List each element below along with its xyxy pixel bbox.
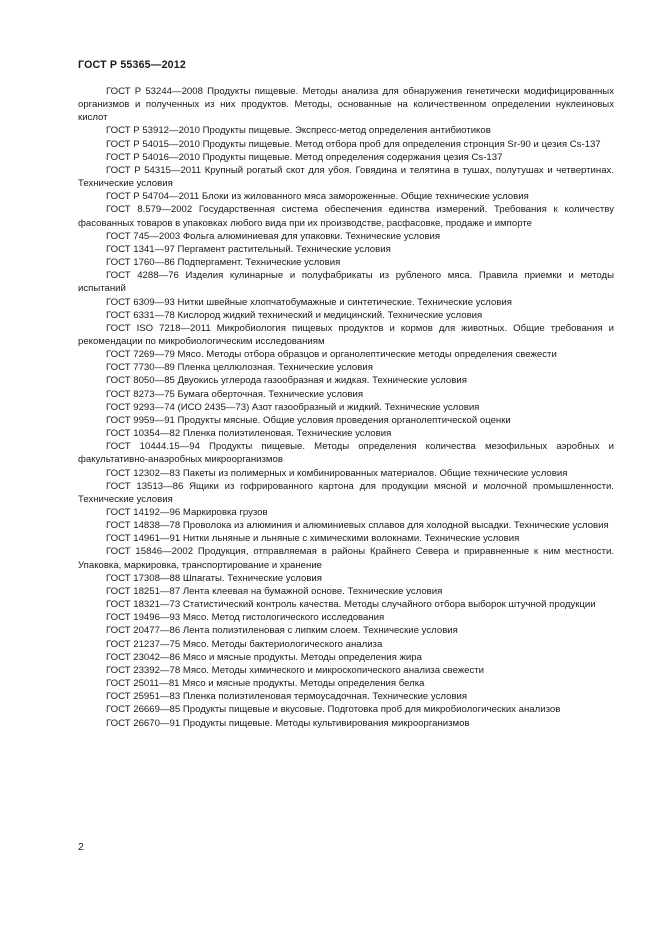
normative-references-list: [78, 85, 614, 730]
reference-item: ГОСТ 745—2003 Фольга алюминиевая для упаковки. Технические условия: [106, 230, 441, 242]
reference-item: ГОСТ 18251—87 Лента клеевая на бумажной основе. Технические условия: [106, 585, 443, 597]
reference-item: ГОСТ ISO 7218—2011 Микробиология пищевых продуктов и кормов для животных. Общие требования и рекомендации по микробиологическим исследованиям: [78, 322, 614, 347]
reference-item: ГОСТ 17308—88 Шпагаты. Технические условия: [106, 572, 322, 584]
reference-item: ГОСТ 12302—83 Пакеты из полимерных и комбинированных материалов. Общие технические условия: [106, 467, 568, 479]
reference-item: ГОСТ 23042—86 Мясо и мясные продукты. Методы определения жира: [106, 651, 422, 663]
reference-item: ГОСТ Р 54016—2010 Продукты пищевые. Метод определения содержания цезия Cs-137: [106, 151, 503, 163]
reference-item: ГОСТ 4288—76 Изделия кулинарные и полуфабрикаты из рубленого мяса. Правила приемки и методы испытаний: [78, 270, 614, 295]
reference-item: ГОСТ 25951—83 Пленка полиэтиленовая термоусадочная. Технические условия: [106, 691, 468, 703]
page-number: 2: [78, 842, 84, 853]
reference-item: ГОСТ 6331—78 Кислород жидкий технический и медицинский. Технические условия: [106, 309, 483, 321]
reference-item: ГОСТ 15846—2002 Продукция, отправляемая в районы Крайнего Севера и приравненные к ним местности. Упаковка, маркировка, транспортирование и хранение: [78, 546, 614, 571]
reference-item: ГОСТ 7730—89 Пленка целлюлозная. Технические условия: [106, 362, 373, 374]
reference-item: ГОСТ 8273—75 Бумага оберточная. Технические условия: [106, 388, 364, 400]
document-header: ГОСТ Р 55365—2012: [78, 59, 186, 71]
reference-item: ГОСТ 21237—75 Мясо. Методы бактериологического анализа: [106, 638, 383, 650]
reference-item: ГОСТ Р 54015—2010 Продукты пищевые. Метод отбора проб для определения стронция Sr-90 и цезия Cs-137: [106, 138, 601, 150]
reference-item: ГОСТ 20477—86 Лента полиэтиленовая с липким слоем. Технические условия: [106, 625, 458, 637]
reference-item: ГОСТ 9293—74 (ИСО 2435—73) Азот газообразный и жидкий. Технические условия: [106, 401, 480, 413]
reference-item: ГОСТ 8050—85 Двуокись углерода газообразная и жидкая. Технические условия: [106, 375, 467, 387]
reference-item: ГОСТ 1341—97 Пергамент растительный. Технические условия: [106, 243, 391, 255]
reference-item: ГОСТ 26670—91 Продукты пищевые. Методы культивирования микроорганизмов: [106, 717, 470, 729]
reference-item: ГОСТ 23392—78 Мясо. Методы химического и микроскопического анализа свежести: [106, 664, 485, 676]
reference-item: ГОСТ 7269—79 Мясо. Методы отбора образцов и органолептические методы определения свежести: [106, 349, 557, 361]
reference-item: ГОСТ 10354—82 Пленка полиэтиленовая. Технические условия: [106, 428, 392, 440]
reference-item: ГОСТ 26669—85 Продукты пищевые и вкусовые. Подготовка проб для микробиологических анализов: [106, 704, 561, 716]
reference-item: ГОСТ 18321—73 Статистический контроль качества. Методы случайного отбора выборок штучной продукции: [106, 599, 596, 611]
reference-item: ГОСТ 8.579—2002 Государственная система обеспечения единства измерений. Требования к количеству фасованных товаров в упаковках любого вида при их производстве, расфасовке, продаже и импорте: [78, 204, 614, 229]
reference-item: ГОСТ 14838—78 Проволока из алюминия и алюминиевых сплавов для холодной высадки. Технические условия: [106, 520, 609, 532]
reference-item: ГОСТ 14961—91 Нитки льняные и льняные с химическими волокнами. Технические условия: [106, 533, 520, 545]
reference-item: ГОСТ Р 54704—2011 Блоки из жилованного мяса замороженные. Общие технические условия: [106, 191, 529, 203]
reference-item: ГОСТ 19496—93 Мясо. Метод гистологического исследования: [106, 612, 385, 624]
reference-item: ГОСТ Р 53244—2008 Продукты пищевые. Методы анализа для обнаружения генетически модифицированных организмов и полученных из них продуктов. Методы, основанные на количественном определении нуклеиновых кислот: [78, 86, 614, 124]
reference-item: ГОСТ Р 53912—2010 Продукты пищевые. Экспресс-метод определения антибиотиков: [106, 125, 491, 137]
reference-item: ГОСТ 1760—86 Подпергамент. Технические условия: [106, 257, 341, 269]
reference-item: ГОСТ 9959—91 Продукты мясные. Общие условия проведения органолептической оценки: [106, 414, 511, 426]
reference-item: ГОСТ 10444.15—94 Продукты пищевые. Методы определения количества мезофильных аэробных и факультативно-анаэробных микроорганизмов: [78, 441, 614, 466]
reference-item: ГОСТ 13513—86 Ящики из гофрированного картона для продукции мясной и молочной промышленности. Технические условия: [78, 480, 614, 505]
reference-item: ГОСТ 14192—96 Маркировка грузов: [106, 507, 268, 518]
reference-item: ГОСТ 6309—93 Нитки швейные хлопчатобумажные и синтетические. Технические условия: [106, 296, 512, 308]
reference-item: ГОСТ 25011—81 Мясо и мясные продукты. Методы определения белка: [106, 678, 425, 690]
reference-item: ГОСТ Р 54315—2011 Крупный рогатый скот для убоя. Говядина и телятина в тушах, полутушах и четвертинах. Технические условия: [78, 164, 614, 190]
